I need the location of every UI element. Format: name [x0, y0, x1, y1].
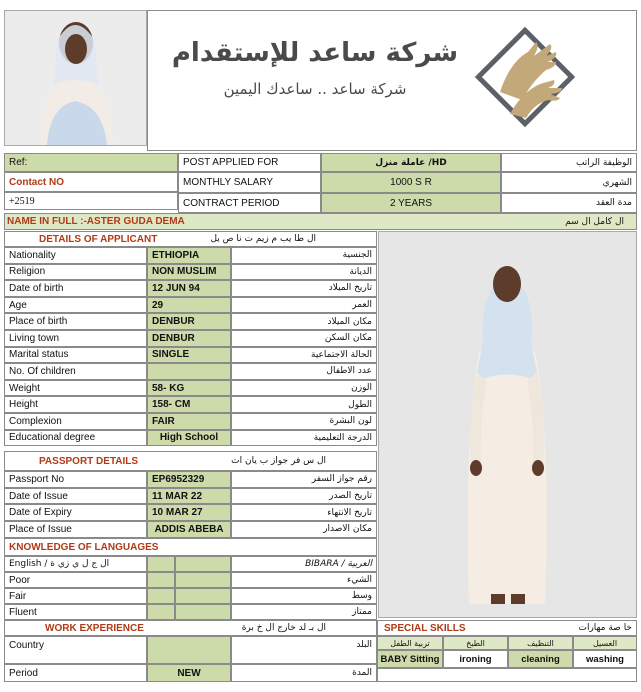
skill-label-ar: الغسيل — [573, 636, 637, 650]
monthly-salary-label: MONTHLY SALARY — [178, 172, 321, 193]
language-english-check — [147, 604, 175, 620]
monthly-salary-value: 1000 S R — [321, 172, 501, 193]
passport-value: 11 MAR 22 — [147, 488, 231, 505]
detail-value: 12 JUN 94 — [147, 280, 231, 297]
detail-label: Height — [4, 396, 147, 413]
passport-label: Place of Issue — [4, 521, 147, 538]
applicant-headshot-photo — [4, 10, 147, 146]
skill-label-ar: التنظيف — [508, 636, 573, 650]
language-english-check — [147, 572, 175, 588]
detail-label-ar: الديانة — [231, 264, 377, 281]
detail-value: NON MUSLIM — [147, 264, 231, 281]
passport-label-ar: رقم جواز السفر — [231, 471, 377, 488]
post-applied-label: POST APPLIED FOR — [178, 153, 321, 172]
contract-period-ar: مدة العقد — [501, 193, 637, 213]
details-title: DETAILS OF APPLICANT — [39, 233, 158, 245]
country-value-a — [147, 636, 231, 664]
detail-label-ar: مكان الميلاد — [231, 313, 377, 330]
languages-section-header — [4, 538, 377, 556]
detail-label-ar: عدد الاطفال — [231, 363, 377, 380]
contract-period-value: 2 YEARS — [321, 193, 501, 213]
language-level-label: Fair — [4, 588, 147, 604]
applicant-full-body-photo — [378, 231, 637, 618]
detail-value: 29 — [147, 297, 231, 314]
experience-title-ar: ال بـ لد خارج ال خ برة — [241, 623, 326, 633]
language-level-ar: الشيء — [231, 572, 377, 588]
skills-title: SPECIAL SKILLS — [384, 622, 466, 634]
language-english-check — [147, 588, 175, 604]
experience-title: WORK EXPERIENCE — [45, 622, 144, 634]
ref-label: Ref: — [4, 153, 178, 172]
skills-blank-row — [377, 668, 637, 682]
language-level-label: Fluent — [4, 604, 147, 620]
passport-title-ar: ال س فر جواز ب يان ات — [231, 456, 326, 466]
post-applied-ar: الوظيفة الراتب — [501, 153, 637, 172]
detail-label: Living town — [4, 330, 147, 347]
passport-label: Passport No — [4, 471, 147, 488]
country-ar: البلد — [231, 636, 377, 664]
detail-value: ETHIOPIA — [147, 247, 231, 264]
post-applied-value: HD/ عاملة منزل — [321, 153, 501, 172]
detail-value: FAIR — [147, 413, 231, 430]
passport-label-ar: مكان الاصدار — [231, 521, 377, 538]
detail-label: Weight — [4, 380, 147, 397]
skill-item: cleaning — [508, 650, 573, 668]
detail-value — [147, 363, 231, 380]
detail-value: High School — [147, 430, 231, 447]
detail-label: Date of birth — [4, 280, 147, 297]
contact-label: Contact NO — [4, 172, 178, 192]
detail-label-ar: مكان السكن — [231, 330, 377, 347]
full-name-label: NAME IN FULL :-ASTER GUDA DEMA — [7, 216, 185, 227]
detail-label: Complexion — [4, 413, 147, 430]
detail-value: 158- CM — [147, 396, 231, 413]
detail-label: Place of birth — [4, 313, 147, 330]
contact-value: +2519 — [4, 192, 178, 210]
languages-title: KNOWLEDGE OF LANGUAGES — [9, 541, 159, 553]
detail-value: 58- KG — [147, 380, 231, 397]
detail-label-ar: الجنسية — [231, 247, 377, 264]
language-arabic-check — [175, 604, 231, 620]
period-value: NEW — [147, 664, 231, 682]
full-name-row — [4, 213, 637, 230]
details-title-ar: ال طا يب م زيم ت نا ص يل — [210, 234, 316, 244]
passport-value: ADDIS ABEBA — [147, 521, 231, 538]
skill-label-ar: تربية الطفل — [377, 636, 443, 650]
language-arabic-check — [175, 572, 231, 588]
detail-value: SINGLE — [147, 347, 231, 364]
skill-item: washing — [573, 650, 637, 668]
detail-value: DENBUR — [147, 313, 231, 330]
hands-logo-icon — [470, 22, 580, 132]
company-tagline-ar: شركة ساعد .. ساعدك اليمين — [223, 80, 407, 98]
detail-label: Age — [4, 297, 147, 314]
experience-section-header — [4, 620, 377, 636]
detail-label-ar: العمر — [231, 297, 377, 314]
passport-title: PASSPORT DETAILS — [39, 455, 139, 467]
detail-label-ar: لون البشرة — [231, 413, 377, 430]
period-ar: المدة — [231, 664, 377, 682]
passport-label: Date of Expiry — [4, 504, 147, 521]
language-level-label: Poor — [4, 572, 147, 588]
passport-label-ar: تاريخ الانتهاء — [231, 504, 377, 521]
skills-section-header — [377, 620, 637, 636]
skills-title-ar: خا صة مهارات — [578, 623, 632, 633]
period-label: Period — [4, 664, 147, 682]
full-name-ar: ال كامل ال سم — [565, 216, 624, 227]
passport-label: Date of Issue — [4, 488, 147, 505]
company-name-ar: شركة ساعد للإستقدام — [171, 38, 459, 68]
passport-section-header — [4, 451, 377, 471]
skill-label-ar: الطبخ — [443, 636, 508, 650]
language-arabic-check — [175, 588, 231, 604]
language-english-value-b — [175, 556, 231, 572]
monthly-salary-ar: الشهري — [501, 172, 637, 193]
skill-item: BABY Sitting — [377, 650, 443, 668]
country-label: Country — [4, 636, 147, 664]
detail-label-ar: الدرجة التعليمية — [231, 430, 377, 447]
detail-label: Marital status — [4, 347, 147, 364]
language-level-ar: وسط — [231, 588, 377, 604]
language-level-ar: ممتاز — [231, 604, 377, 620]
detail-label: Religion — [4, 264, 147, 281]
detail-label-ar: الوزن — [231, 380, 377, 397]
detail-label: Nationality — [4, 247, 147, 264]
skill-item: ironing — [443, 650, 508, 668]
detail-label-ar: الحالة الاجتماعية — [231, 347, 377, 364]
passport-value: 10 MAR 27 — [147, 504, 231, 521]
language-arabic-label: BIBARA / العربية — [231, 556, 377, 572]
passport-label-ar: تاريخ الصدر — [231, 488, 377, 505]
language-english-value-a — [147, 556, 175, 572]
passport-value: EP6952329 — [147, 471, 231, 488]
detail-value: DENBUR — [147, 330, 231, 347]
detail-label: No. Of children — [4, 363, 147, 380]
detail-label-ar: تاريخ الميلاد — [231, 280, 377, 297]
detail-label: Educational degree — [4, 430, 147, 447]
details-section-header — [4, 231, 377, 247]
detail-label-ar: الطول — [231, 396, 377, 413]
language-english-label: English / ال ج ل ي زي ة — [4, 556, 147, 572]
contract-period-label: CONTRACT PERIOD — [178, 193, 321, 213]
